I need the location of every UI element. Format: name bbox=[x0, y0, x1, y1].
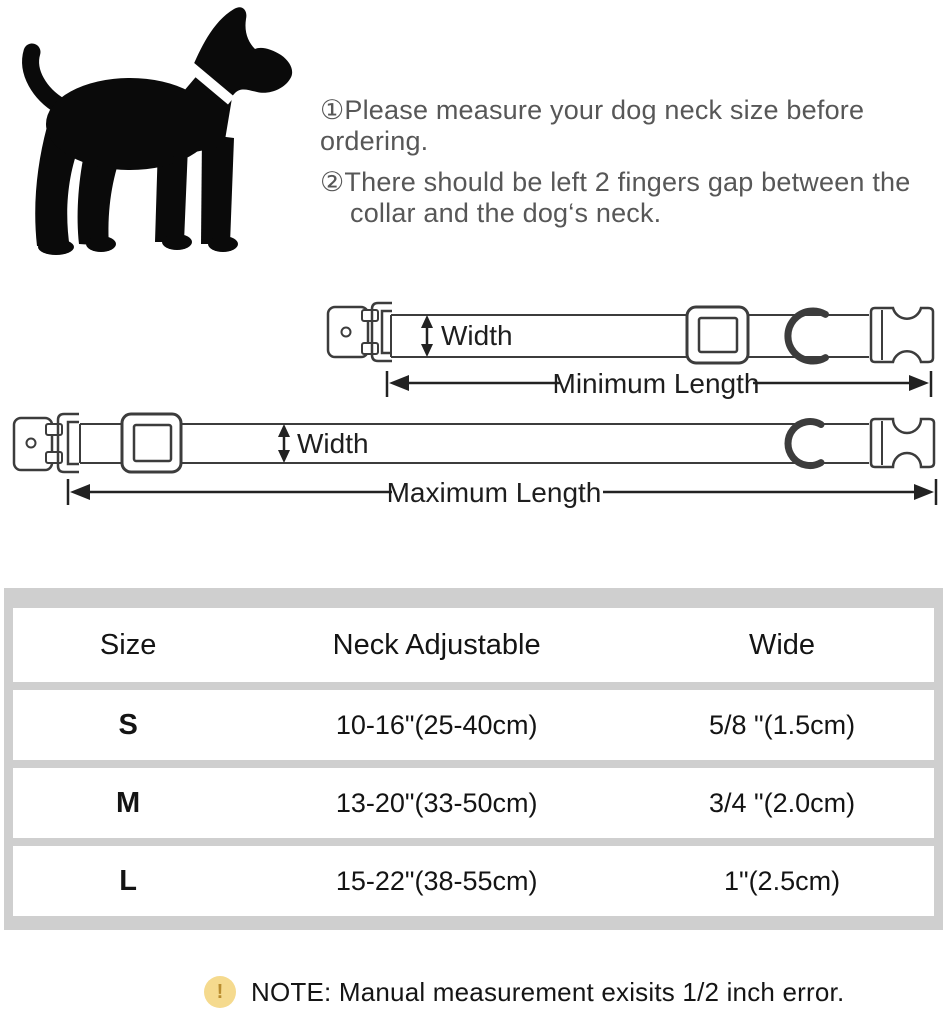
dog-foot bbox=[162, 234, 192, 250]
arrow-down-icon bbox=[421, 344, 433, 357]
buckle-prong bbox=[362, 343, 378, 354]
collar-max-diagram bbox=[14, 414, 934, 472]
width-dimension-min bbox=[421, 315, 513, 357]
table-row-s bbox=[13, 690, 934, 760]
arrow-up-icon bbox=[421, 315, 433, 328]
measure-instructions bbox=[320, 95, 947, 229]
cell-size: S bbox=[118, 708, 138, 741]
cell-size: L bbox=[119, 864, 137, 897]
maximum-length-label: Maximum Length bbox=[386, 477, 602, 508]
width-dimension-max bbox=[278, 424, 369, 463]
buckle-prong bbox=[362, 310, 378, 321]
cell-wide: 5/8 "(1.5cm) bbox=[708, 709, 856, 740]
dog-silhouette bbox=[8, 6, 293, 258]
table-row-l bbox=[13, 846, 934, 916]
cell-neck: 15-22"(38-55cm) bbox=[335, 865, 538, 896]
buckle-male-icon bbox=[871, 419, 934, 467]
header-neck-adjustable: Neck Adjustable bbox=[332, 628, 541, 661]
triglide-inner bbox=[699, 318, 737, 352]
collar-min-diagram bbox=[328, 303, 933, 363]
dog-foot bbox=[208, 236, 238, 252]
table-row-m bbox=[13, 768, 934, 838]
collar-measurement-diagram bbox=[0, 295, 947, 510]
cell-size: M bbox=[116, 786, 141, 819]
cell-wide: 3/4 "(2.0cm) bbox=[708, 787, 856, 818]
cell-neck: 13-20"(33-50cm) bbox=[335, 787, 538, 818]
note-row bbox=[204, 976, 844, 1008]
cell-neck: 10-16"(25-40cm) bbox=[335, 709, 538, 740]
collar-min-width-label: Width bbox=[441, 320, 513, 351]
instruction-line-3: collar and the dog‘s neck. bbox=[350, 198, 662, 228]
minimum-length-dimension bbox=[387, 368, 931, 399]
note-text: NOTE: Manual measurement exisits 1/2 inch error. bbox=[251, 976, 845, 1007]
triglide-inner bbox=[134, 425, 171, 461]
cell-wide: 1"(2.5cm) bbox=[723, 865, 841, 896]
d-ring-mask bbox=[793, 316, 833, 356]
warning-icon: ! bbox=[204, 976, 236, 1008]
arrow-left-icon bbox=[389, 375, 409, 391]
collar-max-width-label: Width bbox=[297, 428, 369, 459]
collar-strap bbox=[80, 424, 869, 463]
header-wide: Wide bbox=[748, 628, 816, 661]
dog-foot bbox=[86, 236, 116, 252]
buckle-male-icon bbox=[871, 308, 933, 362]
arrow-right-icon bbox=[909, 375, 929, 391]
instruction-line-2: ②There should be left 2 fingers gap between the bbox=[320, 167, 911, 197]
buckle-prong bbox=[46, 452, 62, 463]
d-ring-mask bbox=[792, 426, 828, 462]
size-table bbox=[4, 588, 943, 930]
size-table-header-row bbox=[13, 608, 934, 682]
arrow-right-icon bbox=[914, 484, 934, 500]
arrow-left-icon bbox=[70, 484, 90, 500]
instruction-line-1: ①Please measure your dog neck size before ordering. bbox=[320, 95, 865, 156]
arrow-down-icon bbox=[278, 450, 290, 463]
maximum-length-dimension bbox=[68, 477, 936, 508]
header-size: Size bbox=[99, 628, 157, 661]
dog-tail bbox=[31, 52, 60, 106]
dog-foot bbox=[38, 239, 74, 255]
minimum-length-label: Minimum Length bbox=[552, 368, 760, 399]
arrow-up-icon bbox=[278, 424, 290, 437]
buckle-prong bbox=[46, 424, 62, 435]
dog-front-leg-near bbox=[201, 134, 234, 244]
